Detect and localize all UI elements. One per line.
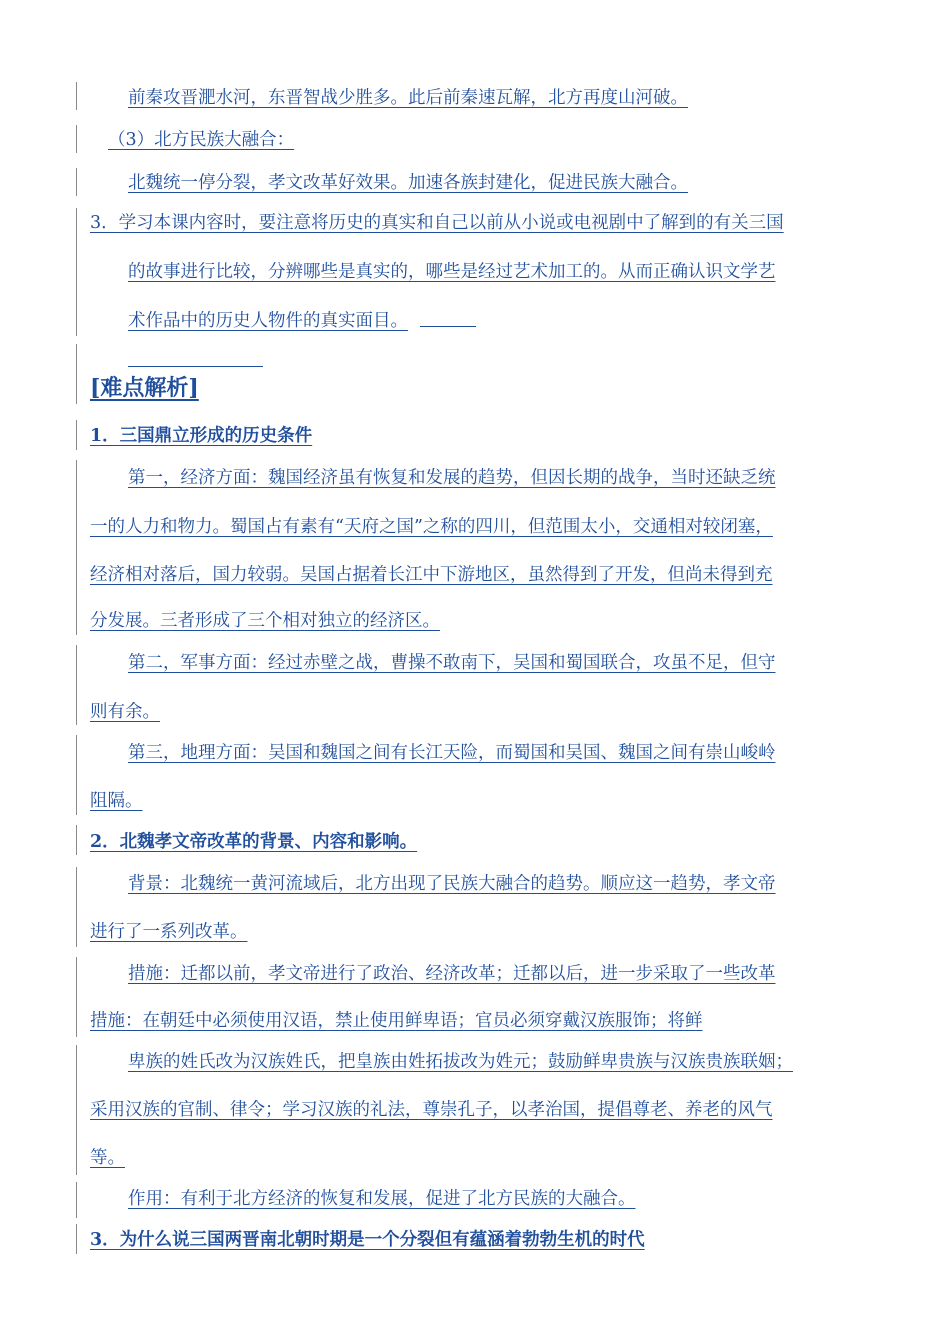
subsection-heading: （3）北方民族大融合： <box>108 130 295 150</box>
paragraph-line: 阻隔。 <box>90 791 143 811</box>
change-bar <box>76 460 77 635</box>
question-heading: 1．三国鼎立形成的历史条件 <box>90 426 313 446</box>
paragraph-line: 第三，地理方面：吴国和魏国之间有长江天险，而蜀国和吴国、魏国之间有崇山峻岭 <box>128 743 776 763</box>
change-bar <box>76 1182 77 1218</box>
verse-line: 北魏统一停分裂，孝文改革好效果。加速各族封建化，促进民族大融合。 <box>128 173 688 193</box>
change-bar <box>76 208 77 336</box>
paragraph-line: 第二，军事方面：经过赤壁之战，曹操不敢南下，吴国和蜀国联合，攻虽不足，但守 <box>128 653 776 673</box>
paragraph-line: 卑族的姓氏改为汉族姓氏，把皇族由姓拓拔改为姓元；鼓励鲜卑贵族与汉族贵族联姻； <box>128 1052 793 1072</box>
change-bar <box>76 1045 77 1175</box>
change-bar <box>76 420 77 450</box>
change-bar <box>76 867 77 947</box>
paragraph-line: 第一，经济方面：魏国经济虽有恢复和发展的趋势，但因长期的战争，当时还缺乏统 <box>128 468 776 488</box>
paragraph-line: 采用汉族的官制、律令；学习汉族的礼法，尊崇孔子，以孝治国，提倡尊老、养老的风气 <box>90 1100 773 1120</box>
change-bar <box>76 645 77 725</box>
change-bar <box>76 344 77 404</box>
change-bar <box>76 735 77 815</box>
change-bar <box>76 1224 77 1254</box>
paragraph-line: 经济相对落后，国力较弱。吴国占据着长江中下游地区，虽然得到了开发，但尚未得到充 <box>90 565 773 585</box>
section-title: [难点解析] <box>90 375 199 401</box>
underline-extension <box>420 326 476 327</box>
paragraph-line: 分发展。三者形成了三个相对独立的经济区。 <box>90 611 440 631</box>
study-tip-line: 的故事进行比较，分辨哪些是真实的，哪些是经过艺术加工的。从而正确认识文学艺 <box>128 262 776 282</box>
question-heading: 3．为什么说三国两晋南北朝时期是一个分裂但有蕴涵着勃勃生机的时代 <box>90 1230 645 1250</box>
paragraph-line: 措施：迁都以前，孝文帝进行了政治、经济改革；迁都以后，进一步采取了一些改革 <box>128 964 776 984</box>
study-tip-line: 3．学习本课内容时，要注意将历史的真实和自己以前从小说或电视剧中了解到的有关三国 <box>90 213 784 233</box>
question-heading: 2．北魏孝文帝改革的背景、内容和影响。 <box>90 832 418 852</box>
study-tip-line: 术作品中的历史人物件的真实面目。 <box>128 311 408 331</box>
paragraph-line: 作用：有利于北方经济的恢复和发展，促进了北方民族的大融合。 <box>128 1189 636 1209</box>
change-bar <box>76 168 77 196</box>
paragraph-line: 进行了一系列改革。 <box>90 922 248 942</box>
change-bar <box>76 125 77 153</box>
change-bar <box>76 957 77 1037</box>
verse-line: 前秦攻晋淝水河，东晋智战少胜多。此后前秦速瓦解，北方再度山河破。 <box>128 88 688 108</box>
blank-underline <box>128 366 263 367</box>
change-bar <box>76 82 77 110</box>
paragraph-line: 背景：北魏统一黄河流域后，北方出现了民族大融合的趋势。顺应这一趋势，孝文帝 <box>128 874 776 894</box>
paragraph-line: 一的人力和物力。蜀国占有素有“天府之国”之称的四川，但范围太小，交通相对较闭塞， <box>90 517 773 537</box>
change-bar <box>76 825 77 855</box>
paragraph-line: 则有余。 <box>90 702 160 722</box>
paragraph-line: 等。 <box>90 1148 125 1168</box>
paragraph-line: 措施：在朝廷中必须使用汉语，禁止使用鲜卑语；官员必须穿戴汉族服饰；将鲜 <box>90 1011 703 1031</box>
